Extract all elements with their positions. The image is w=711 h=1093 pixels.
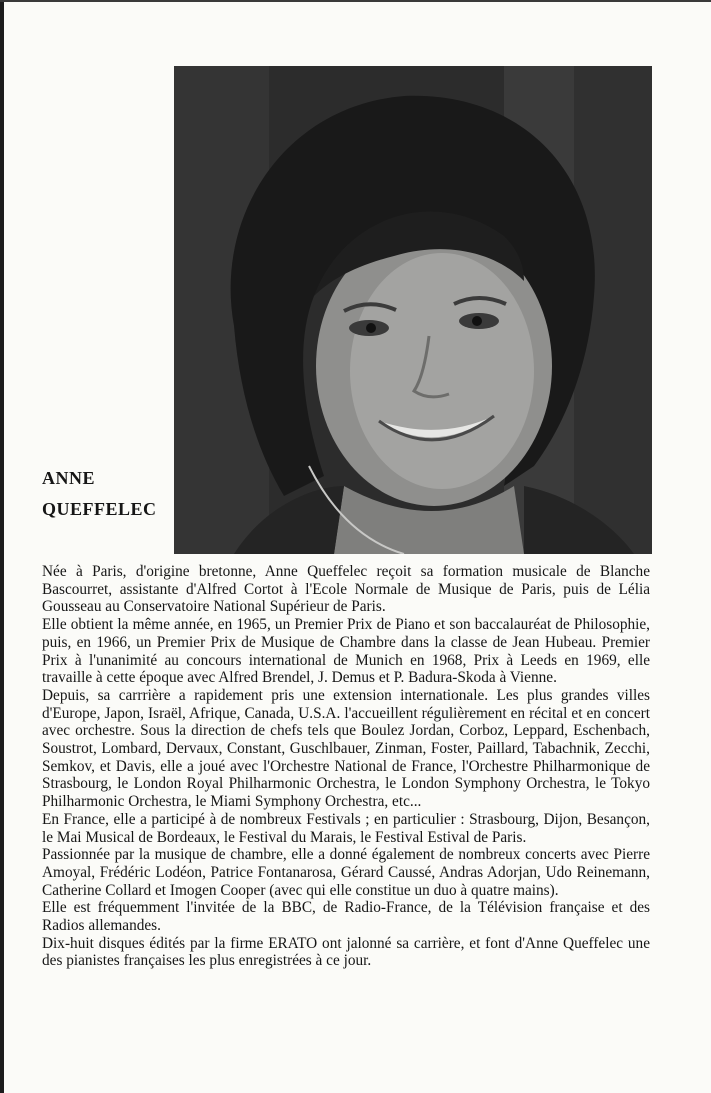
artist-first-name: ANNE [42,468,96,488]
portrait-illustration [174,66,652,554]
biography-paragraph: Elle obtient la même année, en 1965, un Premier Prix de Piano et son baccalauréat de Philosophie, puis, en 1966, un Premier Prix de Musique de Chambre dans la classe de Jean Hubeau. Premier Prix à l'unanimité au concours international de Munich en 1968, Prix à Leeds en 1969, elle travaille à cette époque avec Alfred Brendel, J. Demus et P. Badura-Skoda à Vienne. [42,616,650,687]
artist-last-name: QUEFFELEC [42,499,157,519]
biography-paragraph: Passionnée par la musique de chambre, elle a donné également de nombreux concerts avec Pierre Amoyal, Frédéric Lodéon, Patrice Fontanarosa, Gérard Caussé, Andras Adorjan, Udo Reinemann, Catherine Collard et Imogen Cooper (avec qui elle constitue un duo à quatre mains). [42,846,650,899]
biography-paragraph: Née à Paris, d'origine bretonne, Anne Queffelec reçoit sa formation musicale de Blanche Bascourret, assistante d'Alfred Cortot à l'Ecole Normale de Musique de Paris, puis de Lélia Gousseau au Conservatoire National Supérieur de Paris. [42,563,650,616]
biography-paragraph: En France, elle a participé à de nombreux Festivals ; en particulier : Strasbourg, Dijon, Besançon, le Mai Musical de Bordeaux, le Festival du Marais, le Festival Estival de Paris. [42,810,650,846]
biography-paragraph: Elle est fréquemment l'invitée de la BBC, de Radio-France, de la Télévision française et des Radios allemandes. [42,899,650,935]
page-edge-left [0,0,4,1093]
biography-paragraph: Depuis, sa carrrière a rapidement pris une extension internationale. Les plus grandes villes d'Europe, Japon, Israël, Afrique, Canada, U.S.A. l'accueillent régulièrement en récital et en concert avec orchestre. Sous la direction de chefs tels que Boulez Jordan, Corboz, Leppard, Eschenbach, Soustrot, Lombard, Dervaux, Constant, Guschlbauer, Zinman, Foster, Paillard, Tabachnik, Zecchi, Semkov, et Davis, elle a joué avec l'Orchestre National de France, l'Orchestre Philharmonique de Strasbourg, le London Royal Philharmonic Orchestra, le London Symphony Orchestra, le Tokyo Philharmonic Orchestra, le Miami Symphony Orchestra, etc... [42,686,650,811]
page-edge-top [0,0,711,2]
biography-text [42,563,650,970]
biography-paragraph: Dix-huit disques édités par la firme ERATO ont jalonné sa carrière, et font d'Anne Queffelec une des pianistes françaises les plus enregistrées à ce jour. [42,934,650,970]
portrait-photo [174,66,652,554]
